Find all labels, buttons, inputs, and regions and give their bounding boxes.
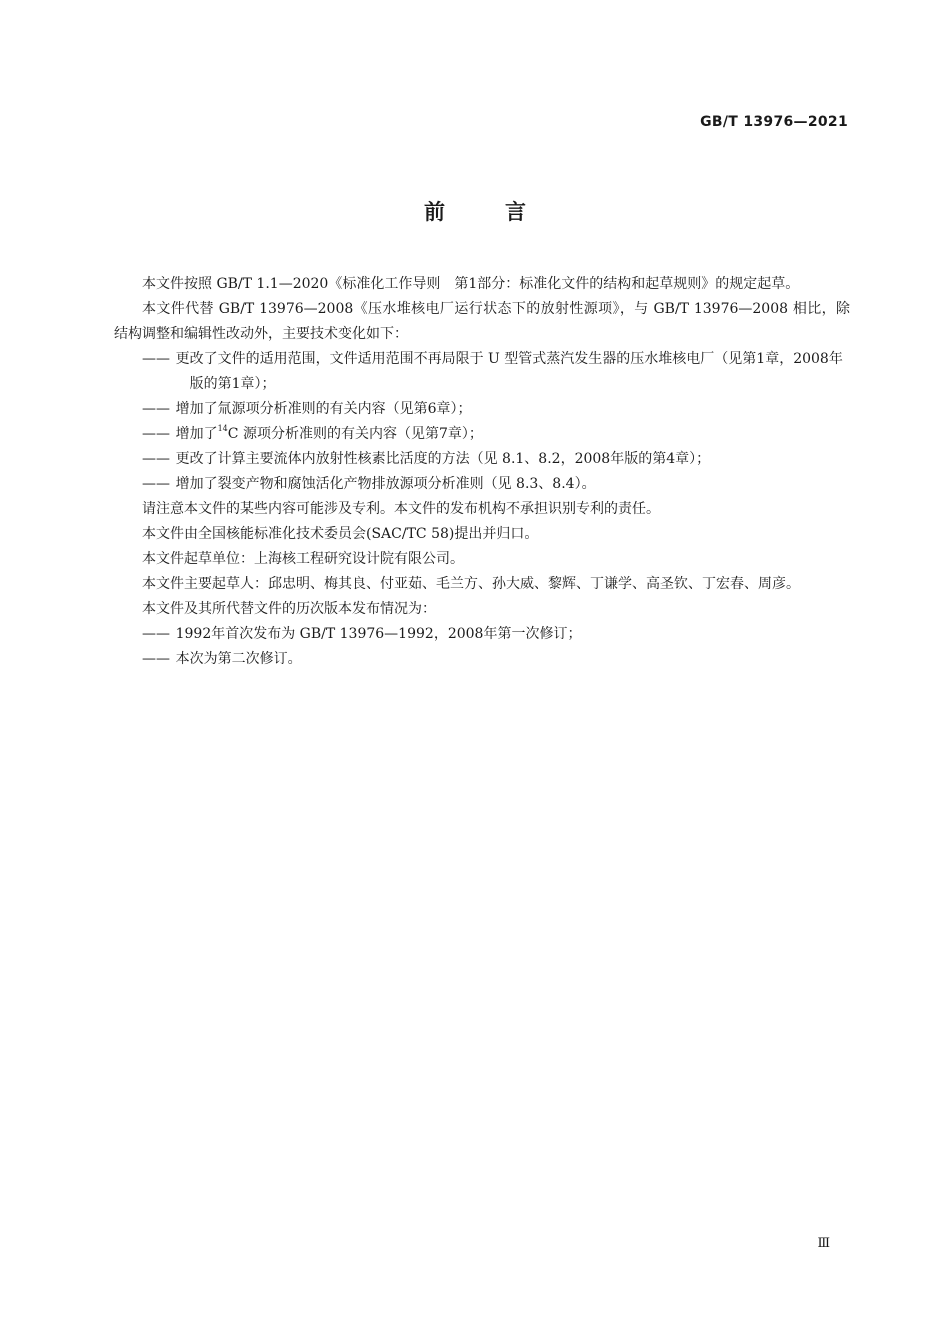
title-char-2: 言 — [505, 200, 526, 224]
list-item-text-post: C 源项分析准则的有关内容（见第7章）； — [227, 426, 483, 442]
list-item-text: 本次为第二次修订。 — [175, 651, 302, 667]
list-item-text: 更改了计算主要流体内放射性核素比活度的方法（见 8.1、8.2，2008年版的第4章）； — [175, 451, 711, 467]
paragraph-drafters: 本文件主要起草人：邱忠明、梅其良、付亚茹、毛兰方、孙大威、黎辉、丁谦学、高圣钦、丁宏春、周彦。 — [142, 576, 800, 592]
list-item — [142, 472, 850, 497]
page-title — [0, 196, 950, 226]
list-item — [142, 422, 850, 447]
dash-mark: —— — [142, 401, 170, 417]
list-item-text-pre: 增加了 — [175, 426, 218, 442]
list-item-text: 更改了文件的适用范围，文件适用范围不再局限于 U 型管式蒸汽发生器的压水堆核电厂（见第1章，2008年版的第1章）； — [175, 351, 843, 392]
list-item — [142, 622, 850, 647]
title-char-1: 前 — [424, 200, 445, 224]
list-item — [142, 397, 850, 422]
list-item-text: 增加了氚源项分析准则的有关内容（见第6章）； — [175, 401, 472, 417]
list-item-text: 1992年首次发布为 GB/T 13976—1992，2008年第一次修订； — [175, 626, 582, 642]
paragraph-replacement: 本文件代替 GB/T 13976—2008《压水堆核电厂运行状态下的放射性源项》，与 GB/T 13976—2008 相比，除结构调整和编辑性改动外，主要技术变化如下： — [114, 301, 850, 342]
page-number: Ⅲ — [817, 1236, 830, 1251]
paragraph-drafting-unit: 本文件起草单位：上海核工程研究设计院有限公司。 — [142, 551, 464, 567]
list-item-text: 增加了裂变产物和腐蚀活化产物排放源项分析准则（见 8.3、8.4）。 — [175, 476, 596, 492]
paragraph-patent-notice: 请注意本文件的某些内容可能涉及专利。本文件的发布机构不承担识别专利的责任。 — [142, 501, 660, 517]
paragraph-drafting-basis: 本文件按照 GB/T 1.1—2020《标准化工作导则 第1部分：标准化文件的结构和起草规则》的规定起草。 — [142, 276, 800, 292]
list-item — [142, 447, 850, 472]
dash-mark: —— — [142, 651, 170, 667]
list-item — [142, 647, 850, 672]
paragraph-proposer: 本文件由全国核能标准化技术委员会(SAC/TC 58)提出并归口。 — [142, 526, 539, 542]
dash-mark: —— — [142, 426, 170, 442]
list-item — [142, 347, 850, 397]
dash-mark: —— — [142, 451, 170, 467]
dash-mark: —— — [142, 476, 170, 492]
standard-code: GB/T 13976—2021 — [700, 114, 848, 130]
dash-mark: —— — [142, 626, 170, 642]
isotope-superscript: 14 — [217, 424, 228, 433]
foreword-body — [114, 272, 850, 672]
paragraph-history: 本文件及其所代替文件的历次版本发布情况为： — [142, 601, 436, 617]
dash-mark: —— — [142, 351, 170, 367]
